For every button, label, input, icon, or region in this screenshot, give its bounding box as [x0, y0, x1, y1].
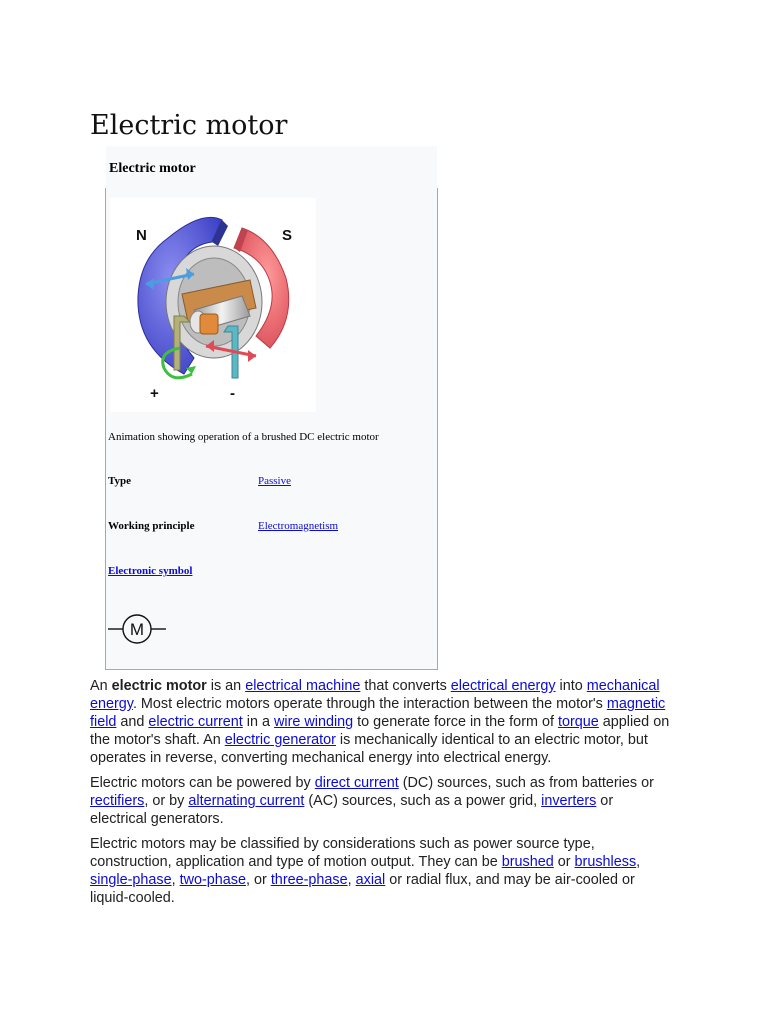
text-run: in a — [242, 714, 274, 730]
text-run: , or by — [144, 793, 189, 809]
infobox-title: Electric motor — [109, 161, 196, 176]
label-plus: + — [150, 385, 159, 402]
text-run: applied on the motor's shaft. An — [90, 714, 670, 748]
page-title: Electric motor — [90, 110, 288, 141]
infobox-row-type-value-link[interactable]: Passive — [258, 475, 291, 487]
article-link[interactable]: direct current — [314, 775, 399, 791]
electronic-symbol-link[interactable]: Electronic symbol — [108, 565, 193, 577]
label-south: S — [282, 227, 293, 244]
text-run: (AC) sources, such as a power grid, — [304, 793, 542, 809]
article-link[interactable]: wire winding — [274, 714, 354, 730]
infobox-row-type-label: Type — [108, 475, 132, 487]
paragraph-classification — [90, 835, 672, 907]
article-link[interactable]: alternating current — [188, 793, 305, 809]
infobox-row-principle-label: Working principle — [108, 520, 195, 532]
article-link[interactable]: three-phase — [270, 872, 348, 888]
bold-term: electric motor — [111, 678, 207, 694]
motor-illustration — [110, 198, 316, 412]
motor-symbol-icon — [108, 600, 166, 658]
article-link[interactable]: axial — [355, 872, 386, 888]
text-run: is mechanically identical to an electric motor, but operates in reverse, converting mechanical energy into electrical energy. — [90, 732, 648, 766]
motor-symbol[interactable] — [108, 600, 166, 658]
text-run: Electric motors may be classified by considerations such as power source type, construction, application and type of motion output. They can be — [90, 836, 595, 870]
text-run: that converts — [360, 678, 451, 694]
infobox-header — [106, 146, 437, 188]
article-body — [90, 677, 672, 914]
article-link[interactable]: rectifiers — [90, 793, 145, 809]
article-link[interactable]: brushless — [574, 854, 637, 870]
text-run: or — [553, 854, 575, 870]
article-link[interactable]: two-phase — [179, 872, 247, 888]
text-run: , — [347, 872, 356, 888]
text-run: Electric motors can be powered by — [90, 775, 315, 791]
motor-symbol-letter: M — [129, 620, 145, 639]
paragraph-power-sources — [90, 774, 672, 828]
text-run: An — [90, 678, 112, 694]
text-run: , — [171, 872, 180, 888]
article-link[interactable]: torque — [557, 714, 599, 730]
article-link[interactable]: electric current — [148, 714, 243, 730]
text-run: (DC) sources, such as from batteries or — [398, 775, 654, 791]
article-link[interactable]: electric generator — [224, 732, 336, 748]
text-run: , or — [246, 872, 271, 888]
text-run: or radial flux, and may be air-cooled or liquid-cooled. — [90, 872, 635, 906]
paragraph-intro — [90, 677, 672, 767]
text-run: is an — [206, 678, 246, 694]
text-run: and — [116, 714, 149, 730]
article-link[interactable]: inverters — [541, 793, 597, 809]
article-link[interactable]: electrical machine — [245, 678, 361, 694]
text-run: to generate force in the form of — [353, 714, 558, 730]
text-run: or electrical generators. — [90, 793, 614, 827]
text-run: , — [636, 854, 641, 870]
article-link[interactable]: mechanical energy — [90, 678, 660, 712]
article-link[interactable]: brushed — [501, 854, 554, 870]
motor-animation-image[interactable] — [110, 198, 316, 412]
label-minus: - — [230, 385, 235, 402]
text-run: into — [555, 678, 587, 694]
infobox-row-principle-value-link[interactable]: Electromagnetism — [258, 520, 339, 532]
infobox-caption: Animation showing operation of a brushed DC electric motor — [108, 431, 379, 443]
article-link[interactable]: magnetic field — [90, 696, 666, 730]
label-north: N — [136, 227, 147, 244]
article-link[interactable]: single-phase — [90, 872, 172, 888]
infobox — [105, 188, 438, 670]
text-run: . Most electric motors operate through the interaction between the motor's — [132, 696, 607, 712]
article-link[interactable]: electrical energy — [450, 678, 556, 694]
